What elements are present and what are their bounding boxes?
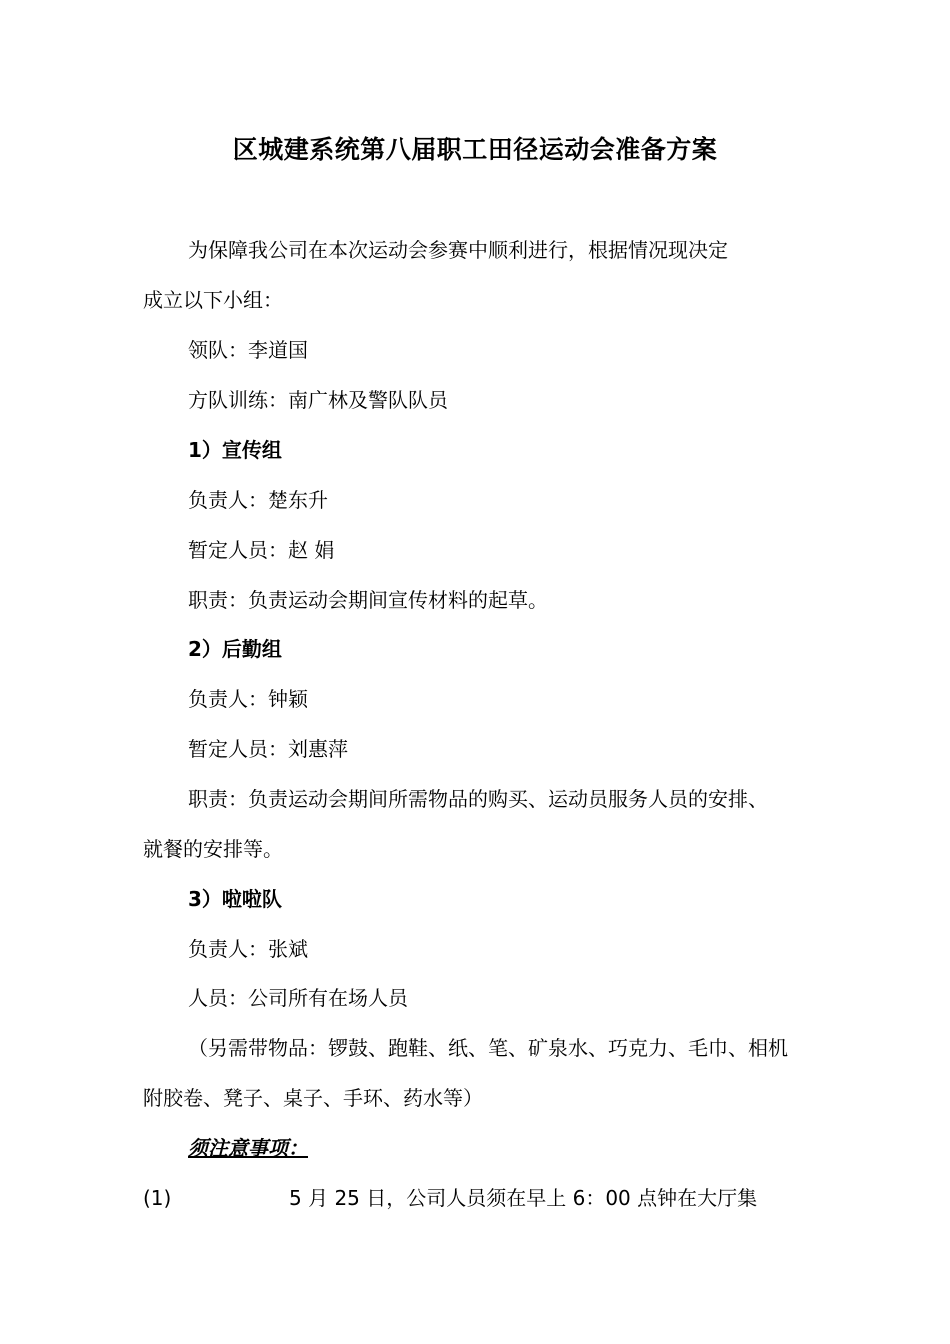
drill-line: 方队训练：南广林及警队队员: [188, 388, 448, 412]
group2-heading: 2）后勤组: [188, 637, 282, 661]
group1-heading: 1）宣传组: [188, 438, 282, 462]
intro-paragraph-line1: 为保障我公司在本次运动会参赛中顺利进行，根据情况现决定: [188, 238, 728, 262]
group3-head: 负责人：张斌: [188, 937, 308, 961]
notice-heading: 须注意事项：: [188, 1136, 308, 1160]
document-title: 区城建系统第八届职工田径运动会准备方案: [232, 135, 718, 164]
group2-duty-line1: 职责：负责运动会期间所需物品的购买、运动员服务人员的安排、: [188, 787, 768, 811]
group2-head: 负责人：钟颖: [188, 687, 308, 711]
notice-item1-text: 5 月 25 日，公司人员须在早上 6：00 点钟在大厅集: [289, 1186, 758, 1210]
intro-paragraph-line2: 成立以下小组：: [143, 288, 283, 312]
group2-staff: 暂定人员：刘惠萍: [188, 737, 348, 761]
notice-item1-number: (1): [143, 1186, 172, 1210]
group1-duty: 职责：负责运动会期间宣传材料的起草。: [188, 588, 548, 612]
group1-head: 负责人：楚东升: [188, 488, 328, 512]
group3-items-line1: （另需带物品：锣鼓、跑鞋、纸、笔、矿泉水、巧克力、毛巾、相机: [188, 1036, 788, 1060]
group1-staff: 暂定人员：赵 娟: [188, 538, 335, 562]
group2-duty-line2: 就餐的安排等。: [143, 837, 283, 861]
leader-line: 领队：李道国: [188, 338, 308, 362]
group3-items-line2: 附胶卷、凳子、桌子、手环、药水等）: [143, 1086, 483, 1110]
group3-heading: 3）啦啦队: [188, 887, 282, 911]
group3-staff: 人员：公司所有在场人员: [188, 986, 408, 1010]
